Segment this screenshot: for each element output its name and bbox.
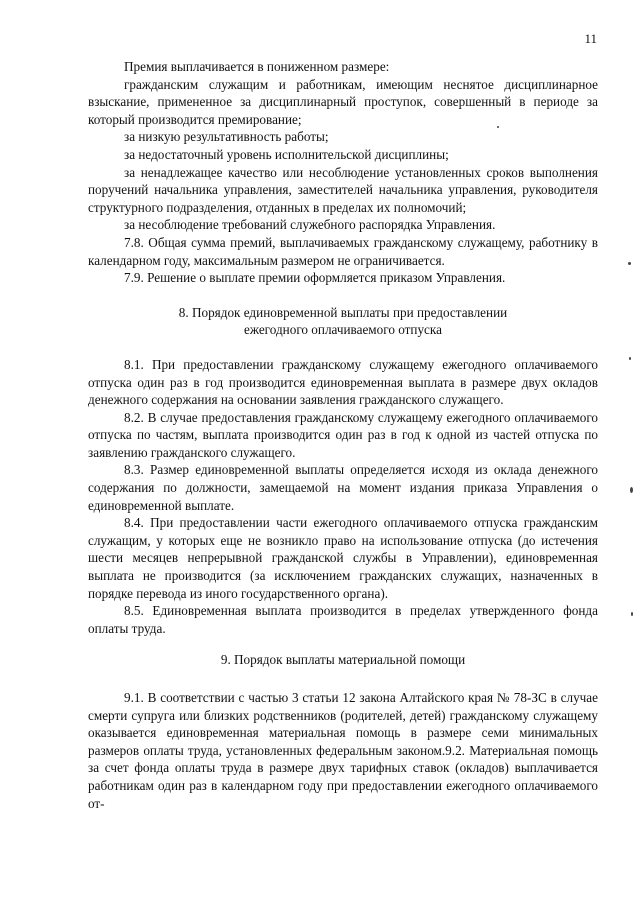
paragraph-8-3: 8.3. Размер единовременной выплаты определяется исходя из оклада денежного содержания по должности, замещаемой на момент издания приказа Управления о единовременной выплате.: [88, 462, 598, 513]
scan-speck: [497, 126, 499, 128]
section9-heading: 9. Порядок выплаты материальной помощи: [220, 652, 466, 668]
section7-lead: Премия выплачивается в пониженном размере:: [124, 59, 390, 74]
paragraph-7-8: 7.8. Общая сумма премий, выплачиваемых гражданскому служащему, работнику в календарном году, максимальным размером не ограничивается.: [88, 234, 598, 268]
paragraph-8-1: 8.1. При предоставлении гражданскому служащему ежегодного оплачиваемого отпуска один раз в год производится единовременная выплата в размере двух окладов денежного содержания на основании заявления гражданского служащего.: [88, 356, 598, 408]
paragraph-8-5: 8.5. Единовременная выплата производится в пределах утвержденного фонда оплаты труда.: [88, 603, 598, 636]
page-number: 11: [584, 31, 597, 46]
paragraph-7-9: 7.9. Решение о выплате премии оформляется приказом Управления.: [124, 270, 506, 286]
list-item: за несоблюдение требований служебного распорядка Управления.: [124, 217, 496, 233]
section8-heading: [88, 304, 598, 339]
paragraph-9-1: 9.1. В соответствии с частью 3 статьи 12 закона Алтайского края № 78-ЗС в случае смерти супруга или близких родственников (родителей, детей) гражданскому служащему оказывается единовременная материальная помощь в размере семи минимальных размеров оплаты труда, установленных федеральным законом.9.2. Материальная помощь за счет фонда оплаты труда в размере двух тарифных ставок (окладов) выплачивается работникам один раз в календарном году при предоставлении ежегодного оплачиваемого от-: [88, 690, 598, 811]
list-item: за низкую результативность работы;: [124, 129, 329, 145]
list-item: за ненадлежащее качество или несоблюдение установленных сроков выполнения поручений начальника управления, заместителей начальника управления, руководителя структурного подразделения, отданных в пределах их полномочий;: [88, 164, 598, 215]
scan-speck: [631, 612, 633, 616]
document-body: [88, 58, 598, 812]
paragraph-8-2: 8.2. В случае предоставления гражданскому служащему ежегодного оплачиваемого отпуска по частям, выплата производится один раз в год к одной из частей отпуска по заявлению гражданского служащего.: [88, 409, 598, 460]
scan-speck: [629, 357, 631, 360]
paragraph-8-4: 8.4. При предоставлении части ежегодного оплачиваемого отпуска гражданским служащим, у которых еще не возникло право на использование отпуска (до истечения шести месяцев непрерывной гражданской службы в Управлении), единовременная выплата не производится (за исключением гражданских служащих, назначенных в порядке перевода из иного государственного органа).: [88, 515, 598, 601]
scan-speck: [630, 487, 633, 493]
scan-speck: [628, 262, 631, 265]
list-item: за недостаточный уровень исполнительской дисциплины;: [124, 146, 449, 162]
list-item: гражданским служащим и работникам, имеющим неснятое дисциплинарное взыскание, примененное за дисциплинарный проступок, совершенный в периоде за который производится премирование;: [88, 76, 598, 127]
section8-heading-line2: ежегодного оплачиваемого отпуска: [244, 322, 442, 338]
section8-heading-line1: 8. Порядок единовременной выплаты при предоставлении: [178, 304, 508, 320]
